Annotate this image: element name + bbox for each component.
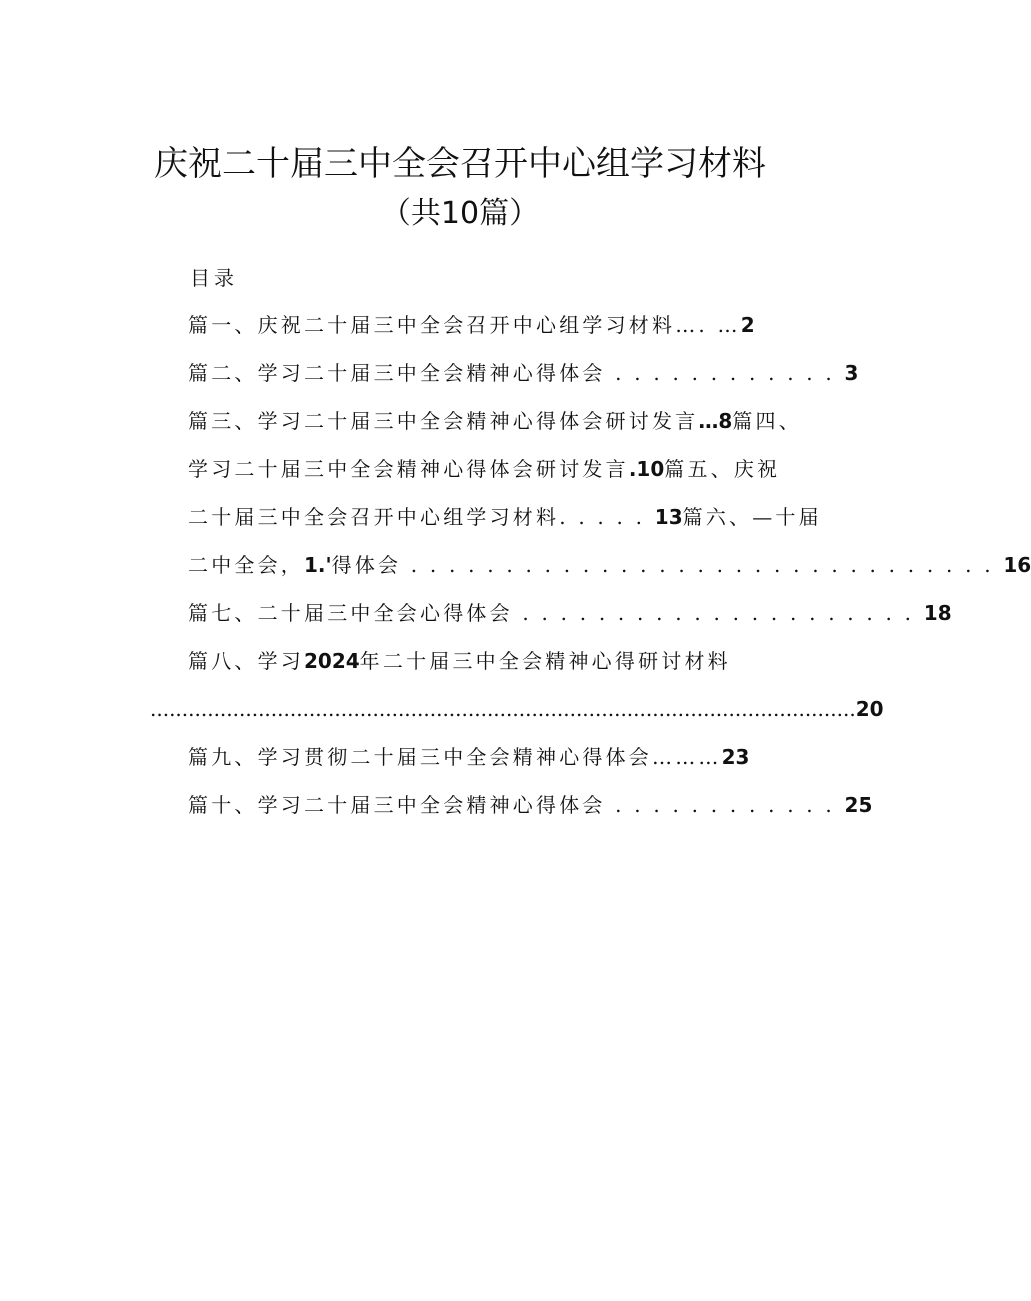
- toc-entry-text: 二中全会，: [188, 553, 304, 577]
- toc-entry-text: 篇十、学习二十届三中全会精神心得体会 . . . . . . . . . . . .: [188, 793, 845, 817]
- toc-entry-3[interactable]: [188, 406, 802, 436]
- toc-entry-text: 学习二十届三中全会精神心得体会研讨发言: [188, 457, 629, 481]
- toc-entry-page: 18: [923, 601, 952, 625]
- toc-entry-page: 3: [844, 361, 859, 385]
- toc-entry-page: 20: [855, 697, 884, 721]
- toc-leader-dots: ...............................................................................................................: [150, 697, 856, 721]
- toc-entry-text: 篇二、学习二十届三中全会精神心得体会 . . . . . . . . . . . .: [188, 361, 845, 385]
- document-subtitle: （共10篇）: [380, 196, 540, 231]
- toc-entry-text: 篇七、二十届三中全会心得体会 . . . . . . . . . . . . . . . . . . . . .: [188, 601, 924, 625]
- toc-entry-text: 篇三、学习二十届三中全会精神心得体会研讨发言: [188, 409, 699, 433]
- toc-entry-6[interactable]: [188, 550, 1031, 580]
- toc-entry-page: 2: [740, 313, 755, 337]
- toc-entry-tail: 篇四、: [732, 409, 802, 433]
- toc-entry-5[interactable]: [188, 502, 822, 532]
- toc-entry-4[interactable]: [188, 454, 781, 484]
- toc-entry-tail: 篇五、庆祝: [664, 457, 781, 481]
- toc-entry-page: 25: [844, 793, 873, 817]
- toc-entry-text: 二十届三中全会召开中心组学习材料. . . . .: [188, 505, 655, 529]
- toc-entry-page: .10: [628, 457, 665, 481]
- toc-entry-page: 23: [721, 745, 750, 769]
- toc-entry-text2: 得体会 . . . . . . . . . . . . . . . . . . . . . . . . . . . . . . .: [331, 553, 1004, 577]
- toc-entry-page: …8: [698, 409, 733, 433]
- toc-entry-mid: 2024: [304, 649, 360, 673]
- toc-entry-10[interactable]: [188, 790, 873, 820]
- toc-entry-text: 篇九、学习贯彻二十届三中全会精神心得体会………: [188, 745, 722, 769]
- toc-entry-8-leader[interactable]: [150, 694, 884, 724]
- toc-entry-page: 13: [654, 505, 683, 529]
- toc-entry-mid: 1.': [304, 553, 332, 577]
- toc-entry-page: 16: [1003, 553, 1031, 577]
- document-title: 庆祝二十届三中全会召开中心组学习材料: [154, 144, 766, 184]
- toc-entry-text2: 年二十届三中全会精神心得研讨材料: [359, 649, 731, 673]
- toc-heading: 目录: [190, 266, 238, 290]
- toc-entry-8[interactable]: [188, 646, 778, 676]
- toc-entry-9[interactable]: [188, 742, 778, 772]
- toc-entry-2[interactable]: [188, 358, 859, 388]
- toc-entry-tail: 篇六、—十届: [682, 505, 822, 529]
- toc-entry-text: 篇一、庆祝二十届三中全会召开中心组学习材料…. …: [188, 313, 741, 337]
- toc-entry-7[interactable]: [188, 598, 952, 628]
- toc-entry-1[interactable]: [188, 310, 778, 340]
- toc-entry-text: 篇八、学习: [188, 649, 304, 673]
